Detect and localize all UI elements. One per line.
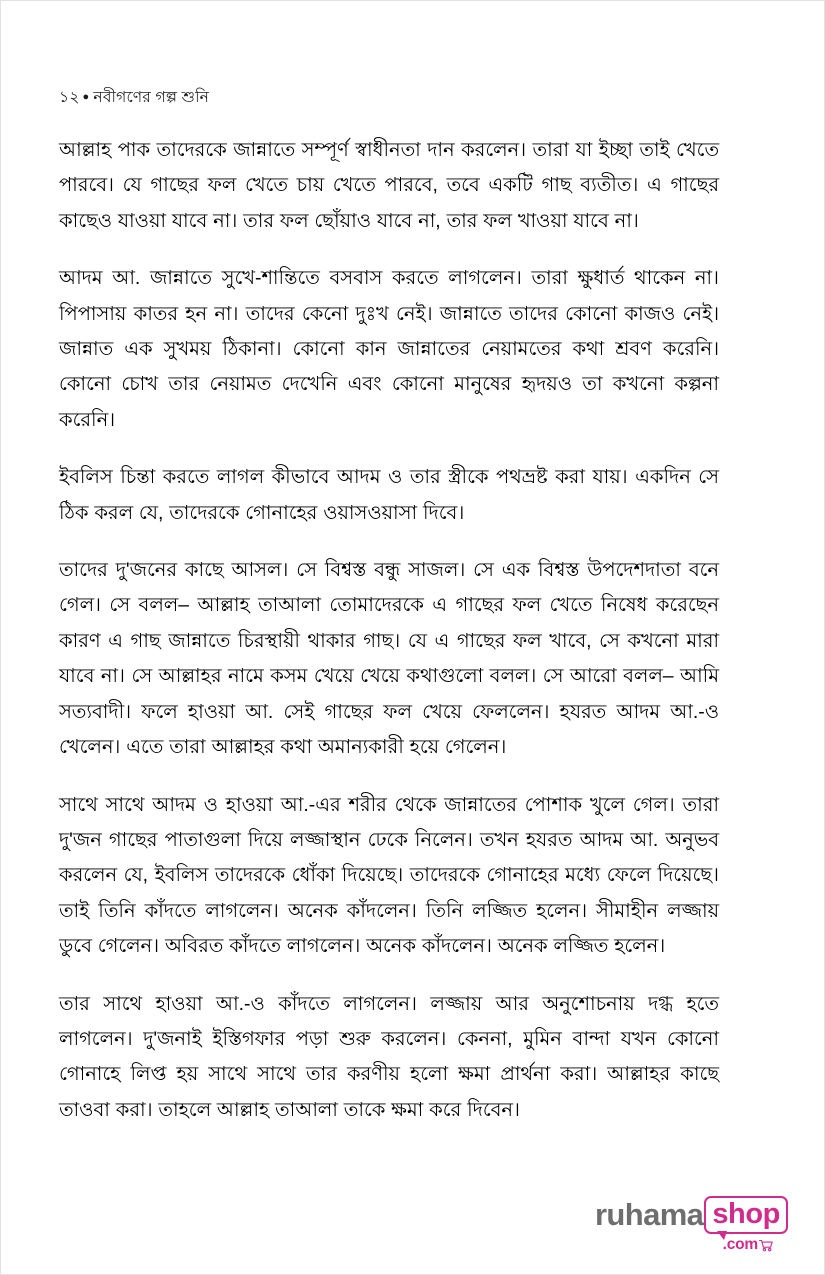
watermark-logo [595, 1196, 788, 1253]
watermark-bubble [704, 1196, 788, 1234]
book-title: নবীগণের গল্প শুনি [93, 89, 210, 106]
watermark-main-row [595, 1196, 788, 1234]
paragraph-3: ইবলিস চিন্তা করতে লাগল কীভাবে আদম ও তার স্ত্রীকে পথভ্রষ্ট করা যায়। একদিন সে ঠিক করল যে, তাদেরকে গোনাহের ওয়াসওয়াসা দিবে। [59, 466, 719, 524]
paragraph-6: তার সাথে হাওয়া আ.-ও কাঁদতে লাগলেন। লজ্জায় আর অনুশোচনায় দগ্ধ হতে লাগলেন। দু'জনাই ইস্তিগফার পড়া শুরু করলেন। কেননা, মুমিন বান্দা যখন কোনো গোনাহে লিপ্ত হয় সাথে সাথে তার করণীয় হলো ক্ষমা প্রার্থনা করা। আল্লাহর কাছে তাওবা করা। তাহলে আল্লাহ তাআলা তাকে ক্ষমা করে দিবেন। [59, 992, 719, 1121]
watermark-brand: ruhama [594, 1197, 704, 1232]
paragraph-2: আদম আ. জান্নাতে সুখে-শান্তিতে বসবাস করতে লাগলেন। তারা ক্ষুধার্ত থাকেন না। পিপাসায় কাতর হন না। তাদের কেনো দুঃখ নেই। জান্নাতে তাদের কোনো কাজও নেই। জান্নাত এক সুখময় ঠিকানা। কোনো কান জান্নাতের নেয়ামতের কথা শ্রবণ করেনি। কোনো চোখ তার নেয়ামত দেখেনি এবং কোনো মানুষের হৃদয়ও তা কখনো কল্পনা করেনি। [59, 267, 719, 431]
paragraph-1: আল্লাহ পাক তাদেরকে জান্নাতে সম্পূর্ণ স্বাধীনতা দান করলেন। তারা যা ইচ্ছা তাই খেতে পারবে। যে গাছের ফল খেতে চায় খেতে পারবে, তবে একটি গাছ ব্যতীত। এ গাছের কাছেও যাওয়া যাবে না। তার ফল ছোঁয়াও যাবে না, তার ফল খাওয়া যাবে না। [59, 139, 719, 232]
page-number: ১২ [59, 89, 80, 106]
body-text [59, 133, 719, 1128]
bullet-separator-icon: ● [82, 91, 90, 103]
running-head [59, 85, 719, 111]
paragraph-5: সাথে সাথে আদম ও হাওয়া আ.-এর শরীর থেকে জান্নাতের পোশাক খুলে গেল। তারা দু'জন গাছের পাতাগুলা দিয়ে লজ্জাস্থান ঢেকে নিলেন। তখন হযরত আদম আ. অনুভব করলেন যে, ইবলিস তাদেরকে ধোঁকা দিয়েছে। তাদেরকে গোনাহের মধ্যে ফেলে দিয়েছে। তাই তিনি কাঁদতে লাগলেন। অনেক কাঁদলেন। তিনি লজ্জিত হলেন। সীমাহীন লজ্জায় ডুবে গেলেন। অবিরত কাঁদতে লাগলেন। অনেক কাঁদলেন। অনেক লজ্জিত হলেন। [59, 793, 719, 958]
paragraph-4: তাদের দু'জনের কাছে আসল। সে বিশ্বস্ত বন্ধু সাজল। সে এক বিশ্বস্ত উপদেশদাতা বনে গেল। সে বলল– আল্লাহ তাআলা তোমাদেরকে এ গাছের ফল খেতে নিষেধ করেছেন কারণ এ গাছ জান্নাতে চিরস্থায়ী থাকার গাছ। যে এ গাছের ফল খাবে, সে কখনো মারা যাবে না। সে আল্লাহর নামে কসম খেয়ে খেয়ে কথাগুলো বলল। সে আরো বলল– আমি সত্যবাদী। ফলে হাওয়া আ. সেই গাছের ফল খেয়ে ফেললেন। হযরত আদম আ.-ও খেলেন। এতে তারা আল্লাহর কথা অমান্যকারী হয়ে গেলেন। [59, 559, 719, 759]
watermark-sub-row [723, 1237, 774, 1253]
watermark-highlight: shop [712, 1197, 780, 1230]
page-content [59, 85, 719, 1128]
watermark-tld: .com [722, 1235, 758, 1253]
shopping-cart-icon [759, 1239, 774, 1252]
